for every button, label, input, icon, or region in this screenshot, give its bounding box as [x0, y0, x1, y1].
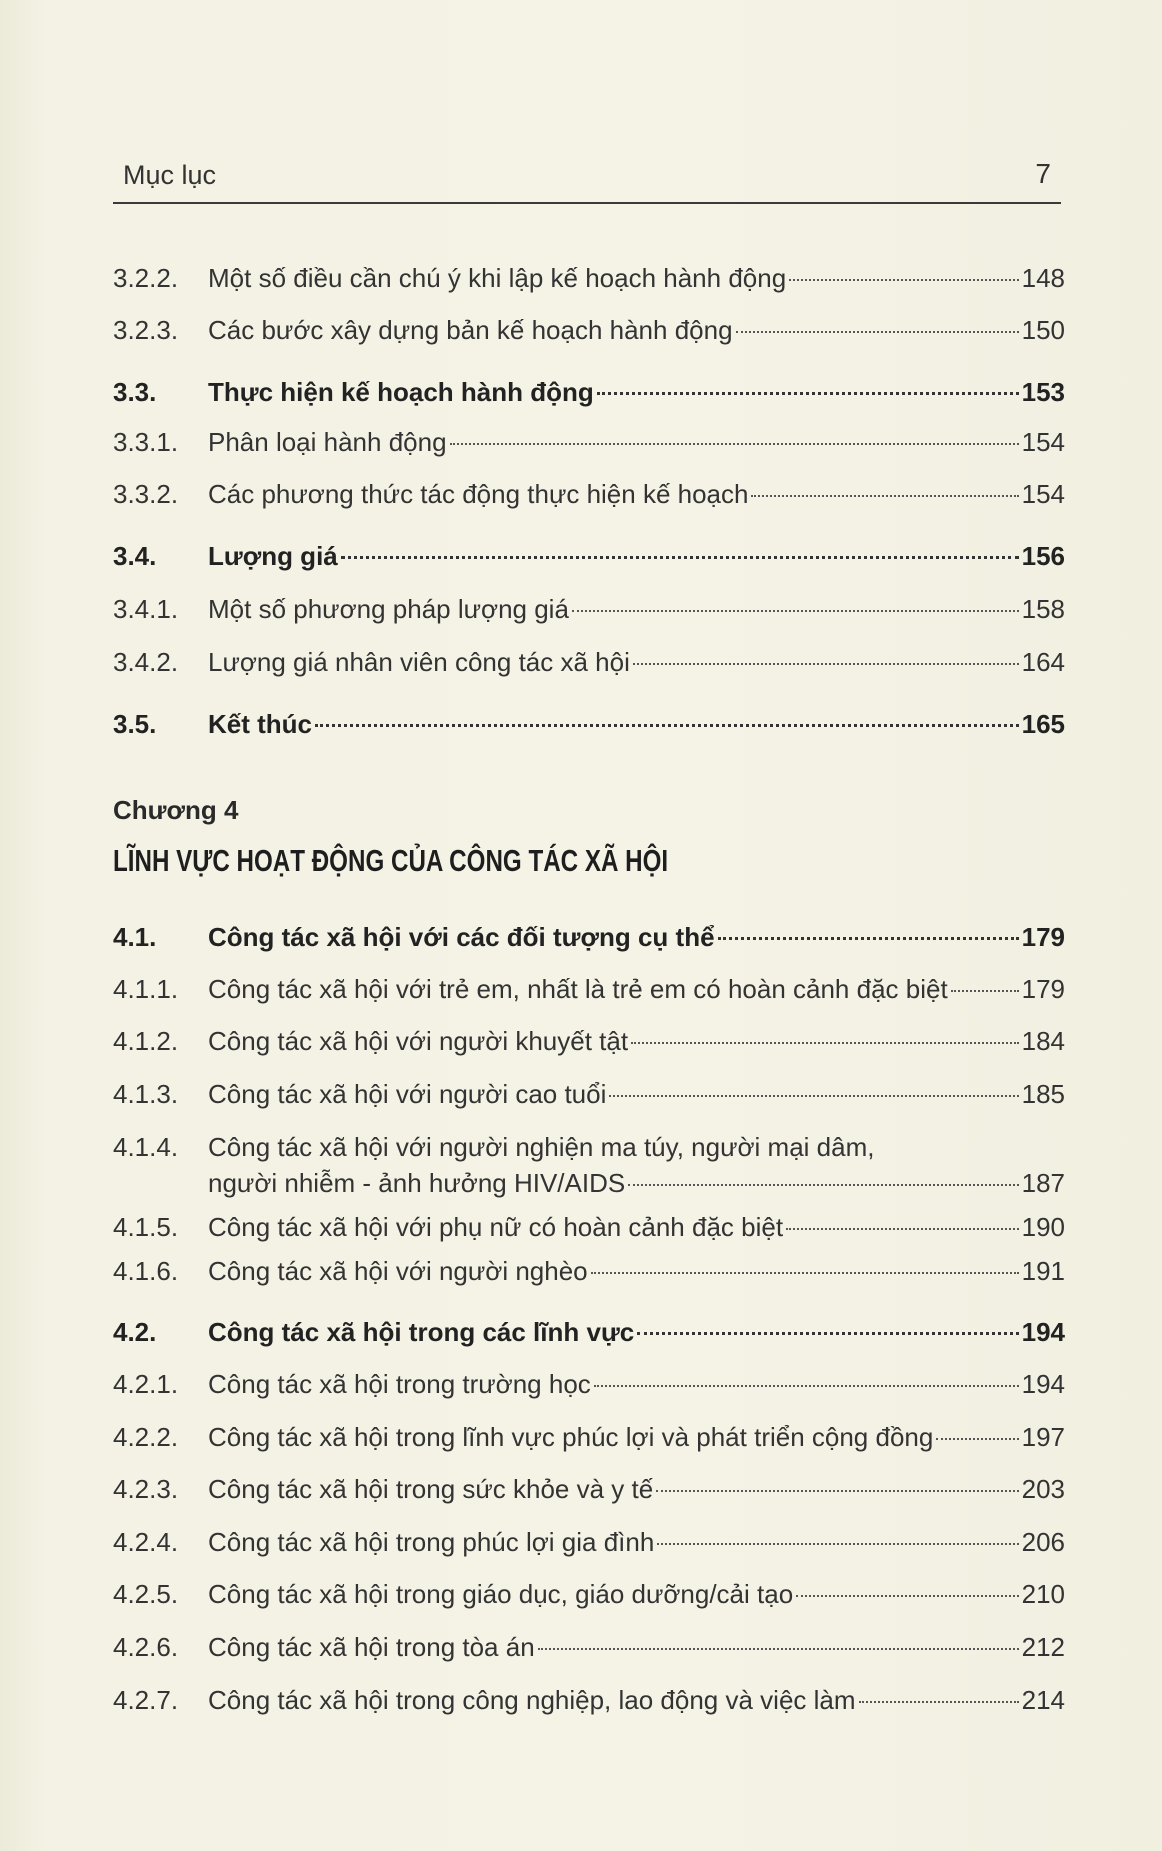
- toc-entry-multiline: [113, 1125, 1065, 1205]
- entry-title: Một số phương pháp lượng giá: [208, 594, 569, 624]
- dot-leader: [656, 1489, 1018, 1492]
- entry-number: 3.5.: [113, 709, 157, 739]
- toc-entry: [113, 1249, 1065, 1293]
- toc-entry: [113, 1625, 1065, 1669]
- toc-section-entry: [113, 370, 1065, 414]
- entry-number: 4.1.5.: [113, 1212, 179, 1242]
- toc-entry: [113, 1520, 1065, 1564]
- entry-page: 148: [1021, 263, 1065, 293]
- dot-leader: [796, 1594, 1018, 1597]
- entry-title: Một số điều cần chú ý khi lập kế hoạch hành động: [208, 263, 787, 293]
- dot-leader: [538, 1647, 1019, 1650]
- entry-number: 4.2.6.: [113, 1632, 179, 1662]
- entry-number: 4.1.4.: [113, 1132, 179, 1162]
- page-number: 7: [1035, 158, 1051, 189]
- page-header: [113, 150, 1061, 204]
- dot-leader: [786, 1227, 1019, 1230]
- dot-leader: [718, 936, 1019, 940]
- entry-title-line1: Công tác xã hội với người nghiện ma túy, người mại dâm,: [208, 1132, 875, 1162]
- entry-number: 3.4.1.: [113, 594, 179, 624]
- toc-entry: [113, 1572, 1065, 1616]
- entry-page: 154: [1021, 479, 1065, 509]
- dot-leader: [736, 330, 1019, 333]
- entry-page: 194: [1021, 1317, 1065, 1347]
- entry-page: 154: [1021, 427, 1065, 457]
- dot-leader: [609, 1094, 1018, 1097]
- entry-title: Công tác xã hội trong các lĩnh vực: [208, 1317, 635, 1347]
- entry-title: Thực hiện kế hoạch hành động: [208, 377, 594, 407]
- entry-page: 164: [1021, 647, 1065, 677]
- entry-page: 191: [1021, 1256, 1065, 1286]
- dot-leader: [936, 1437, 1018, 1440]
- dot-leader: [631, 1041, 1019, 1044]
- entry-number: 4.2.3.: [113, 1474, 179, 1504]
- entry-title: Công tác xã hội với người khuyết tật: [208, 1026, 629, 1056]
- entry-page: 179: [1021, 922, 1065, 952]
- toc-entry: [113, 1362, 1065, 1406]
- entry-number: 4.1.3.: [113, 1079, 179, 1109]
- entry-title: Các phương thức tác động thực hiện kế hoạch: [208, 479, 749, 509]
- entry-number: 3.3.: [113, 377, 157, 407]
- toc-entry: [113, 1072, 1065, 1116]
- entry-title: người nhiễm - ảnh hưởng HIV/AIDS: [208, 1168, 626, 1198]
- entry-title: Công tác xã hội với trẻ em, nhất là trẻ em có hoàn cảnh đặc biệt: [208, 974, 948, 1004]
- entry-number: 4.2.5.: [113, 1579, 179, 1609]
- entry-title: Công tác xã hội với các đối tượng cụ thể: [208, 922, 715, 952]
- entry-title: Công tác xã hội trong giáo dục, giáo dưỡng/cải tạo: [208, 1579, 794, 1609]
- entry-page: 212: [1021, 1632, 1065, 1662]
- entry-page: 203: [1021, 1474, 1065, 1504]
- entry-page: 206: [1021, 1527, 1065, 1557]
- dot-leader: [657, 1542, 1018, 1545]
- entry-page: 158: [1021, 594, 1065, 624]
- entry-number: 3.2.2.: [113, 263, 179, 293]
- entry-number: 4.2.2.: [113, 1422, 179, 1452]
- entry-title: Công tác xã hội trong lĩnh vực phúc lợi và phát triển cộng đồng: [208, 1422, 934, 1452]
- toc-entry: [113, 1019, 1065, 1063]
- entry-number: 3.3.1.: [113, 427, 179, 457]
- entry-page: 187: [1021, 1168, 1065, 1198]
- dot-leader: [341, 555, 1019, 559]
- entry-page: 197: [1021, 1422, 1065, 1452]
- entry-number: 3.4.: [113, 541, 157, 571]
- entry-number: 4.2.1.: [113, 1369, 179, 1399]
- dot-leader: [591, 1271, 1019, 1274]
- toc-entry: [113, 308, 1065, 352]
- entry-title: Các bước xây dựng bản kế hoạch hành động: [208, 315, 733, 345]
- chapter-label: Chương 4: [113, 795, 239, 825]
- dot-leader: [597, 391, 1019, 395]
- entry-title: Công tác xã hội trong sức khỏe và y tế: [208, 1474, 654, 1504]
- entry-title: Kết thúc: [208, 709, 312, 739]
- entry-page: 184: [1021, 1026, 1065, 1056]
- toc-entry: [113, 1678, 1065, 1722]
- entry-page: 214: [1021, 1685, 1065, 1715]
- entry-page: 179: [1021, 974, 1065, 1004]
- toc-entry: [113, 587, 1065, 631]
- toc-section-entry: [113, 1310, 1065, 1354]
- entry-number: 4.2.7.: [113, 1685, 179, 1715]
- entry-number: 4.2.4.: [113, 1527, 179, 1557]
- toc-entry: [113, 1205, 1065, 1249]
- entry-number: 4.1.: [113, 922, 157, 952]
- entry-number: 3.2.3.: [113, 315, 179, 345]
- chapter-title: LĨNH VỰC HOẠT ĐỘNG CỦA CÔNG TÁC XÃ HỘI: [113, 843, 669, 878]
- dot-leader: [751, 494, 1018, 497]
- entry-title: Công tác xã hội trong phúc lợi gia đình: [208, 1527, 655, 1557]
- dot-leader: [951, 989, 1019, 992]
- entry-number: 3.3.2.: [113, 479, 179, 509]
- entry-number: 4.1.6.: [113, 1256, 179, 1286]
- dot-leader: [594, 1384, 1019, 1387]
- entry-title: Phân loại hành động: [208, 427, 447, 457]
- toc-entry: [113, 472, 1065, 516]
- entry-title: Công tác xã hội trong trường học: [208, 1369, 591, 1399]
- entry-page: 156: [1021, 541, 1065, 571]
- toc-section-entry: [113, 915, 1065, 959]
- dot-leader: [315, 723, 1019, 727]
- dot-leader: [572, 609, 1019, 612]
- entry-page: 194: [1021, 1369, 1065, 1399]
- toc-entry: [113, 256, 1065, 300]
- toc-entry: [113, 640, 1065, 684]
- running-title: Mục lục: [123, 160, 217, 190]
- entry-number: 4.2.: [113, 1317, 157, 1347]
- dot-leader: [789, 278, 1018, 281]
- entry-title: Lượng giá nhân viên công tác xã hội: [208, 647, 630, 677]
- entry-title: Công tác xã hội với phụ nữ có hoàn cảnh đặc biệt: [208, 1212, 784, 1242]
- entry-title: Công tác xã hội trong tòa án: [208, 1632, 535, 1662]
- toc-section-entry: [113, 534, 1065, 578]
- dot-leader: [633, 662, 1019, 665]
- entry-title: Công tác xã hội với người cao tuổi: [208, 1079, 607, 1109]
- entry-title: Công tác xã hội trong công nghiệp, lao động và việc làm: [208, 1685, 856, 1715]
- toc-entry: [113, 1415, 1065, 1459]
- entry-page: 210: [1021, 1579, 1065, 1609]
- dot-leader: [450, 442, 1019, 445]
- entry-number: 4.1.2.: [113, 1026, 179, 1056]
- dot-leader: [628, 1183, 1018, 1186]
- entry-page: 190: [1021, 1212, 1065, 1242]
- dot-leader: [637, 1331, 1018, 1335]
- entry-title: Lượng giá: [208, 541, 338, 571]
- toc-entry: [113, 967, 1065, 1011]
- entry-page: 165: [1021, 709, 1065, 739]
- entry-page: 185: [1021, 1079, 1065, 1109]
- entry-title: Công tác xã hội với người nghèo: [208, 1256, 588, 1286]
- toc-entry: [113, 420, 1065, 464]
- entry-number: 3.4.2.: [113, 647, 179, 677]
- entry-number: 4.1.1.: [113, 974, 179, 1004]
- toc-entry: [113, 1467, 1065, 1511]
- toc-section-entry: [113, 702, 1065, 746]
- entry-page: 150: [1021, 315, 1065, 345]
- dot-leader: [859, 1700, 1019, 1703]
- entry-page: 153: [1021, 377, 1065, 407]
